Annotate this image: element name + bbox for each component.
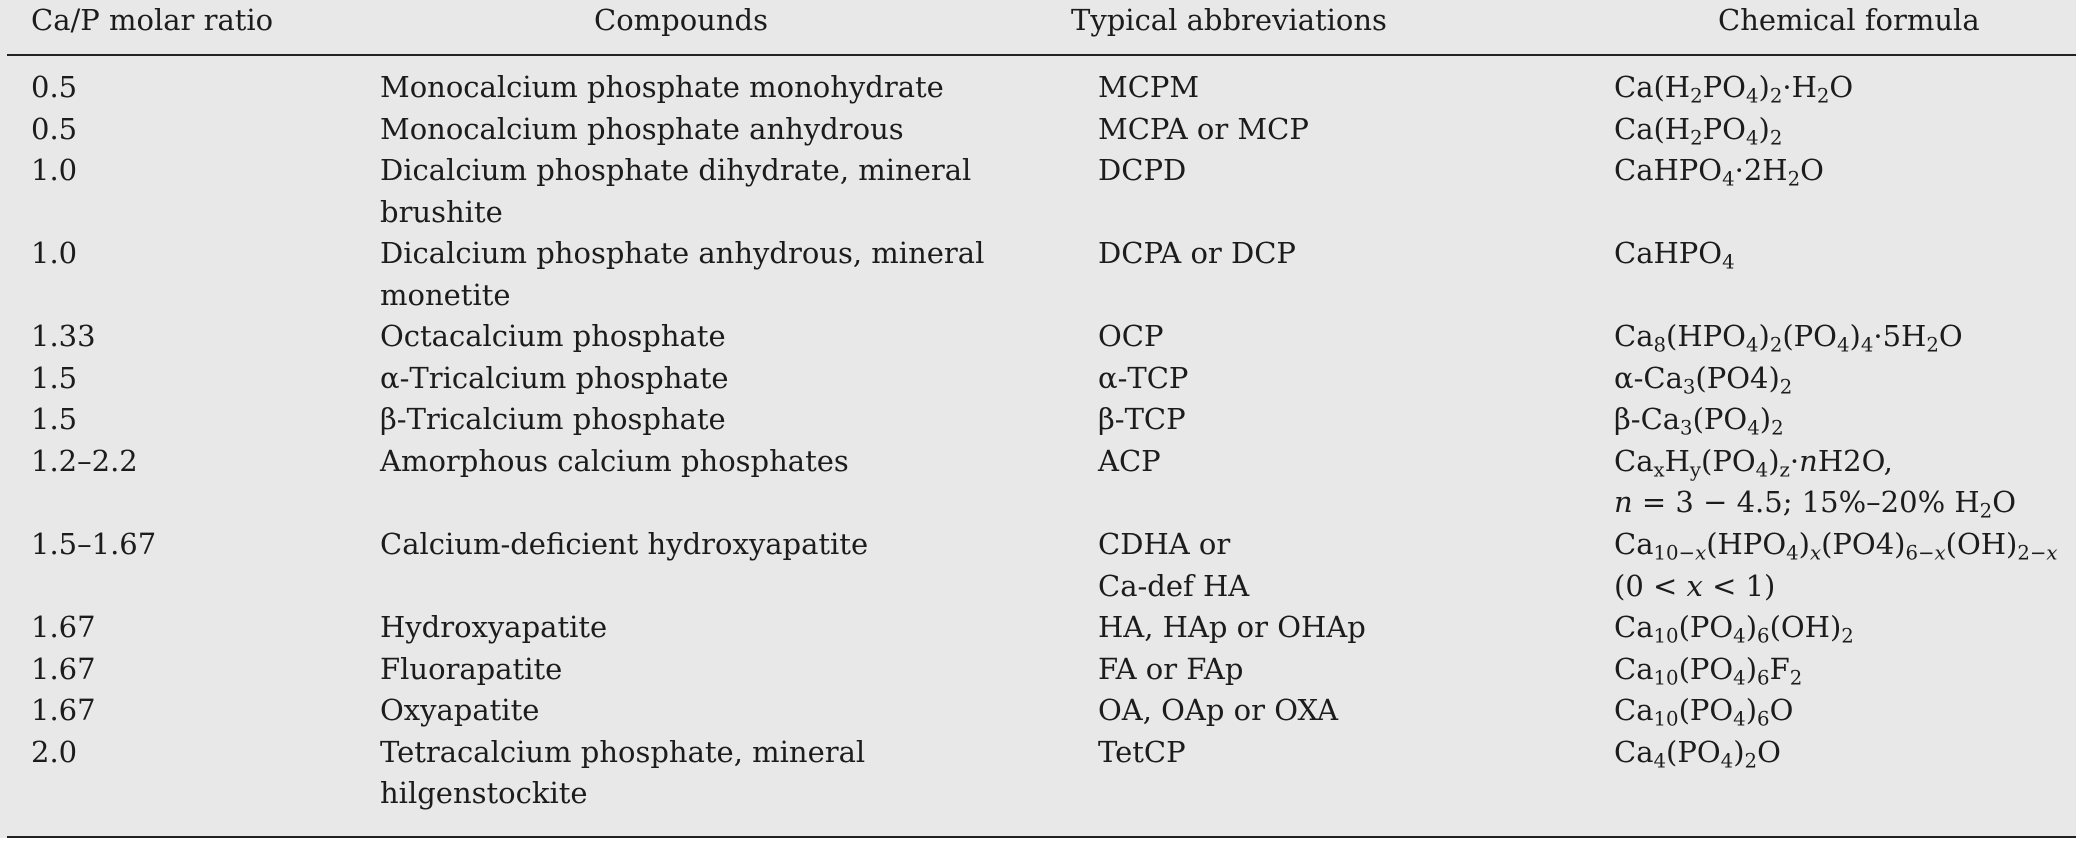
compound-cell: Monocalcium phosphate monohydrate: [380, 70, 944, 104]
abbreviation-cell: DCPD: [1098, 153, 1187, 187]
formula-cell: $Ca(H_2PO_4)_2$: [1614, 111, 1783, 150]
formula-cell: $Ca_{10-x}(HPO_4)_x(PO4)_{6-x}(OH)_{2-x}$ (0 < x < 1): [1614, 527, 2058, 603]
compound-cell: [380, 150, 971, 233]
compound-cell: [380, 233, 984, 316]
formula-cell: $\beta-Ca_3(PO_4)_2$: [1614, 402, 1784, 440]
abbreviation-cell: TetCP: [1098, 734, 1186, 769]
abbreviation-cell: β-TCP: [1098, 402, 1186, 436]
abbreviation-cell: DCPA or DCP: [1098, 236, 1296, 270]
abbreviation-cell: HA, HAp or OHAp: [1098, 610, 1366, 644]
compound-cell: β-Tricalcium phosphate: [380, 402, 726, 436]
compound-cell: α-Tricalcium phosphate: [380, 360, 729, 395]
ratio-cell: 0.5: [31, 111, 78, 146]
compound-line: Dicalcium phosphate dihydrate, mineral: [380, 153, 972, 187]
formula-cell: $Ca_{10}(PO_4)_6O$: [1614, 693, 1794, 731]
header-abbreviations: Typical abbreviations: [1071, 3, 1387, 37]
header-ratio: Ca/P molar ratio: [31, 3, 274, 37]
compound-cell: Hydroxyapatite: [380, 610, 608, 644]
ratio-cell: 1.33: [31, 319, 96, 353]
abbreviation-cell: α-TCP: [1098, 360, 1189, 395]
ratio-cell: 1.67: [31, 693, 96, 727]
ratio-cell: 1.67: [31, 651, 96, 686]
formula-cell: $Ca_{10}(PO_4)_6F_2$: [1614, 651, 1803, 690]
compound-line: Dicalcium phosphate anhydrous, mineral: [380, 236, 985, 270]
compound-cell: Fluorapatite: [380, 651, 563, 686]
formula-cell: $CaHPO_4\cdot 2H_2O$: [1614, 153, 1824, 191]
formula-cell: $Ca_{10}(PO_4)_6(OH)_2$: [1614, 610, 1854, 648]
abbreviation-cell: OA, OAp or OXA: [1098, 693, 1339, 727]
ratio-cell: 1.0: [31, 236, 78, 270]
header-rule: [7, 54, 2076, 56]
ratio-cell: 1.5–1.67: [31, 527, 157, 561]
formula-cell: $Ca_xH_y(PO_4)_z\cdot nH2O$, n = 3 − 4.5; 15%–20% $H_2O$: [1614, 443, 2016, 523]
abbreviation-cell: OCP: [1098, 319, 1164, 353]
formula-cell: $Ca_4(PO_4)_2O$: [1614, 734, 1781, 773]
compound-cell: Calcium-deficient hydroxyapatite: [380, 527, 869, 561]
ratio-cell: 1.5: [31, 360, 78, 395]
abbreviation-cell: MCPA or MCP: [1098, 111, 1309, 146]
formula-cell: $Ca(H_2PO_4)_2\cdot H_2O$: [1614, 70, 1854, 108]
abbreviation-cell: MCPM: [1098, 70, 1200, 104]
compound-cell: Oxyapatite: [380, 693, 540, 727]
ratio-cell: 1.67: [31, 610, 96, 644]
compound-line: monetite: [380, 277, 511, 312]
compound-cell: Monocalcium phosphate anhydrous: [380, 111, 904, 146]
abbreviation-cell: ACP: [1098, 443, 1161, 478]
formula-cell: $Ca_8(HPO_4)_2(PO_4)_4\cdot 5H_2O$: [1614, 319, 1963, 357]
ratio-cell: 0.5: [31, 70, 78, 104]
abbreviation-line: Ca-def HA: [1098, 568, 1250, 603]
abbreviation-cell: FA or FAp: [1098, 651, 1244, 686]
table-header-row: [0, 0, 2076, 54]
ratio-cell: 2.0: [31, 734, 78, 769]
compound-line: brushite: [380, 194, 503, 229]
header-formula: Chemical formula: [1718, 3, 1980, 37]
compound-line: hilgenstockite: [380, 776, 588, 810]
compound-cell: Amorphous calcium phosphates: [380, 443, 849, 478]
compound-cell: Octacalcium phosphate: [380, 319, 726, 353]
abbreviation-line: CDHA or: [1098, 527, 1231, 561]
formula-cell: CaHPO$_4$: [1614, 236, 1735, 274]
header-compounds: Compounds: [594, 3, 768, 37]
table-bottom-rule: [7, 836, 2076, 838]
compound-line: Tetracalcium phosphate, mineral: [380, 734, 866, 769]
formula-cell: $\alpha-Ca_3(PO4)_2$: [1614, 360, 1793, 399]
ratio-cell: 1.5: [31, 402, 78, 436]
compound-cell: [380, 732, 865, 815]
ratio-cell: 1.0: [31, 153, 78, 187]
abbreviation-cell: [1098, 524, 1249, 607]
ratio-cell: 1.2–2.2: [31, 443, 138, 478]
